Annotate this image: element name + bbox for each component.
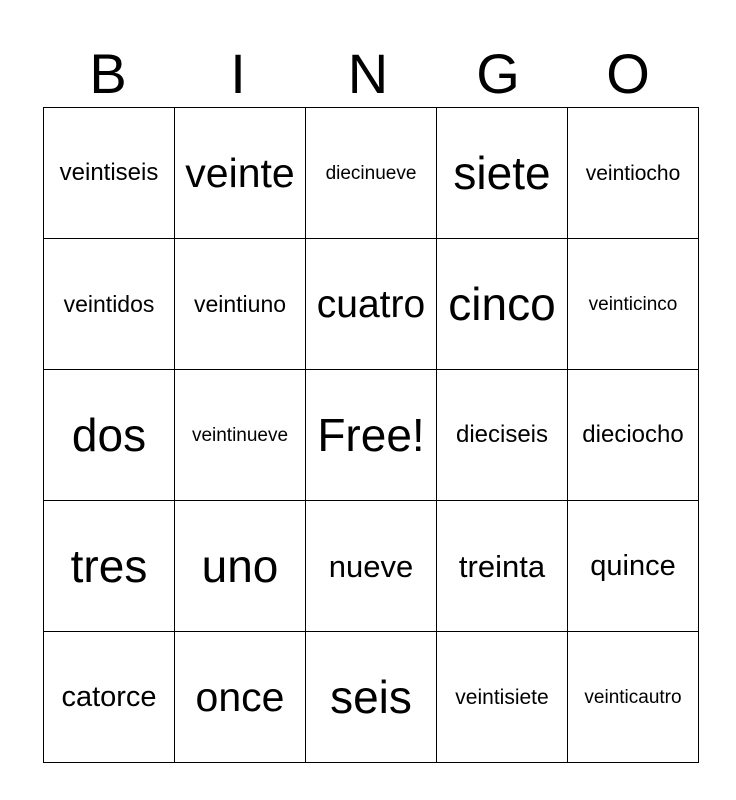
bingo-cell[interactable]: once: [175, 632, 306, 763]
header-letter-n: N: [347, 42, 389, 105]
bingo-cell[interactable]: veintiuno: [175, 239, 306, 370]
bingo-cell[interactable]: uno: [175, 501, 306, 632]
bingo-cell[interactable]: veintiocho: [568, 108, 699, 239]
board-row-4: [44, 501, 699, 632]
header-letter-o: O: [606, 42, 650, 105]
bingo-cell[interactable]: veintisiete: [437, 632, 568, 763]
bingo-cell[interactable]: cinco: [437, 239, 568, 370]
bingo-cell[interactable]: veinticautro: [568, 632, 699, 763]
bingo-cell[interactable]: veintidos: [44, 239, 175, 370]
bingo-cell[interactable]: diecinueve: [306, 108, 437, 239]
board-row-1: [44, 108, 699, 239]
bingo-cell[interactable]: dieciocho: [568, 370, 699, 501]
header-letter-b: B: [89, 42, 127, 105]
board-row-2: [44, 239, 699, 370]
bingo-cell[interactable]: veintinueve: [175, 370, 306, 501]
bingo-cell[interactable]: siete: [437, 108, 568, 239]
bingo-cell[interactable]: seis: [306, 632, 437, 763]
bingo-cell[interactable]: veintiseis: [44, 108, 175, 239]
bingo-header: [43, 40, 693, 108]
header-letter-g: G: [476, 42, 520, 105]
bingo-cell[interactable]: catorce: [44, 632, 175, 763]
bingo-cell[interactable]: veinticinco: [568, 239, 699, 370]
board-row-5: [44, 632, 699, 763]
bingo-board: [43, 107, 699, 763]
bingo-cell[interactable]: dieciseis: [437, 370, 568, 501]
bingo-cell[interactable]: quince: [568, 501, 699, 632]
bingo-cell[interactable]: veinte: [175, 108, 306, 239]
bingo-cell[interactable]: dos: [44, 370, 175, 501]
bingo-cell[interactable]: treinta: [437, 501, 568, 632]
bingo-cell[interactable]: nueve: [306, 501, 437, 632]
board-row-3: [44, 370, 699, 501]
header-letter-i: I: [230, 42, 246, 105]
bingo-cell[interactable]: cuatro: [306, 239, 437, 370]
bingo-cell[interactable]: tres: [44, 501, 175, 632]
free-space-cell[interactable]: Free!: [306, 370, 437, 501]
